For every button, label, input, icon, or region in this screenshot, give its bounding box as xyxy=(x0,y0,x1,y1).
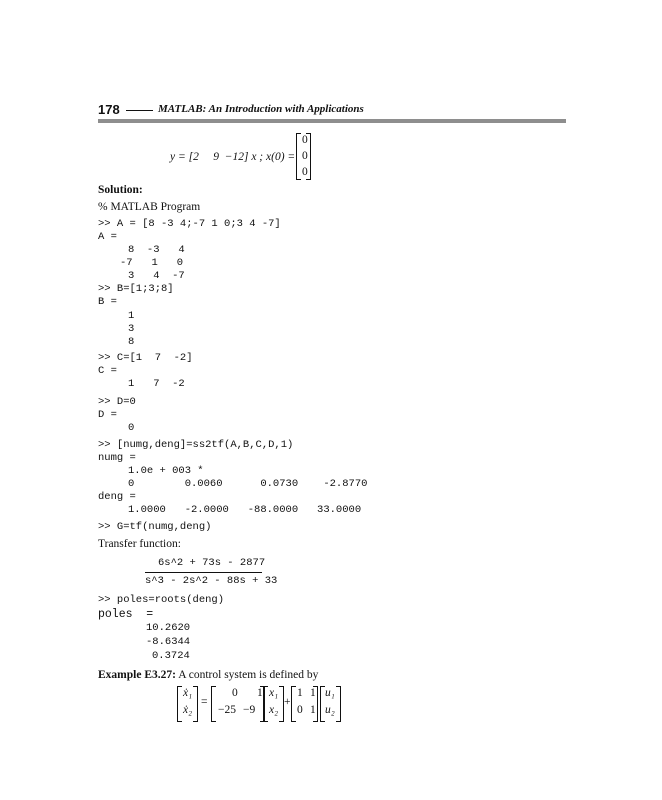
vector-right-bracket xyxy=(306,133,311,180)
matrix-row: 1.0000 -2.0000 -88.0000 33.0000 xyxy=(128,504,362,516)
matrix-row: 8 -3 4 xyxy=(128,244,185,256)
code-line: deng = xyxy=(98,491,136,503)
code-line: C = xyxy=(98,365,117,377)
header-dash xyxy=(126,110,153,111)
code-line: >> [numg,deng]=ss2tf(A,B,C,D,1) xyxy=(98,439,294,451)
a-matrix-entry: 0 xyxy=(232,687,238,699)
code-line: B = xyxy=(98,296,117,308)
b-matrix-entry: 1 xyxy=(310,687,316,699)
code-line: D = xyxy=(98,409,117,421)
code-line: >> G=tf(numg,deng) xyxy=(98,521,212,533)
matrix-row: 1 7 -2 xyxy=(128,378,185,390)
pole-value: -8.6344 xyxy=(146,636,191,648)
matrix-row: 0 0.0060 0.0730 -2.8770 xyxy=(128,478,368,490)
example-heading xyxy=(98,669,318,681)
code-line: poles = xyxy=(98,608,154,621)
b-matrix-right-bracket xyxy=(313,686,318,722)
transfer-function-label: Transfer function: xyxy=(98,538,181,550)
example-text: A control system is defined by xyxy=(175,669,319,681)
program-comment: % MATLAB Program xyxy=(98,201,201,213)
u-vector-right-bracket xyxy=(336,686,341,722)
code-line: >> A = [8 -3 4;-7 1 0;3 4 -7] xyxy=(98,218,281,230)
a-matrix-entry: 1 xyxy=(257,687,263,699)
matrix-row: 0 xyxy=(128,422,135,434)
matrix-row: 3 xyxy=(128,323,135,335)
x-vector-entry: x₂ xyxy=(269,704,279,716)
code-line: numg = xyxy=(98,452,136,464)
xdot-entry: ẋ₂ xyxy=(183,704,193,716)
x-vector-entry: x₁ xyxy=(269,687,279,699)
u-vector-entry: u₁ xyxy=(325,687,335,699)
tf-numerator: 6s^2 + 73s - 2877 xyxy=(158,557,266,569)
xdot-right-bracket xyxy=(193,686,198,722)
solution-heading: Solution: xyxy=(98,184,143,196)
xdot-left-bracket xyxy=(177,686,182,722)
b-matrix-entry: 1 xyxy=(297,687,303,699)
page-number: 178 xyxy=(98,102,120,117)
a-matrix-entry: −25 xyxy=(218,704,236,716)
plus-sign: + xyxy=(284,696,291,708)
matrix-row: 1 xyxy=(128,310,135,322)
initial-state-entry: 0 xyxy=(302,150,308,162)
pole-value: 10.2620 xyxy=(146,622,191,634)
initial-state-entry: 0 xyxy=(302,134,308,146)
b-matrix-entry: 1 xyxy=(310,704,316,716)
code-line: >> B=[1;3;8] xyxy=(98,283,174,295)
example-label: Example E3.27: xyxy=(98,669,176,681)
pole-value: 0.3724 xyxy=(152,650,190,662)
code-line: >> D=0 xyxy=(98,396,136,408)
running-title: MATLAB: An Introduction with Applications xyxy=(158,103,364,115)
code-line: >> C=[1 7 -2] xyxy=(98,352,193,364)
equals-sign: = xyxy=(201,696,208,708)
code-line: A = xyxy=(98,231,117,243)
b-matrix-left-bracket xyxy=(291,686,296,722)
matrix-row: 3 4 -7 xyxy=(128,270,185,282)
x-vector-left-bracket xyxy=(263,686,268,722)
matrix-row: -7 1 0 xyxy=(120,257,184,269)
b-matrix-entry: 0 xyxy=(297,704,303,716)
a-matrix-left-bracket xyxy=(211,686,216,722)
vector-left-bracket xyxy=(296,133,301,180)
a-matrix-entry: −9 xyxy=(243,704,256,716)
header-rule xyxy=(98,119,566,123)
initial-state-entry: 0 xyxy=(302,166,308,178)
tf-denominator: s^3 - 2s^2 - 88s + 33 xyxy=(145,575,278,587)
xdot-entry: ẋ₁ xyxy=(183,687,193,699)
fraction-bar xyxy=(145,572,262,573)
matrix-row: 8 xyxy=(128,336,135,348)
code-line: 1.0e + 003 * xyxy=(128,465,204,477)
output-equation: y = [2 9 −12] x ; x(0) = xyxy=(170,151,296,163)
u-vector-entry: u₂ xyxy=(325,704,335,716)
code-line: >> poles=roots(deng) xyxy=(98,594,225,606)
